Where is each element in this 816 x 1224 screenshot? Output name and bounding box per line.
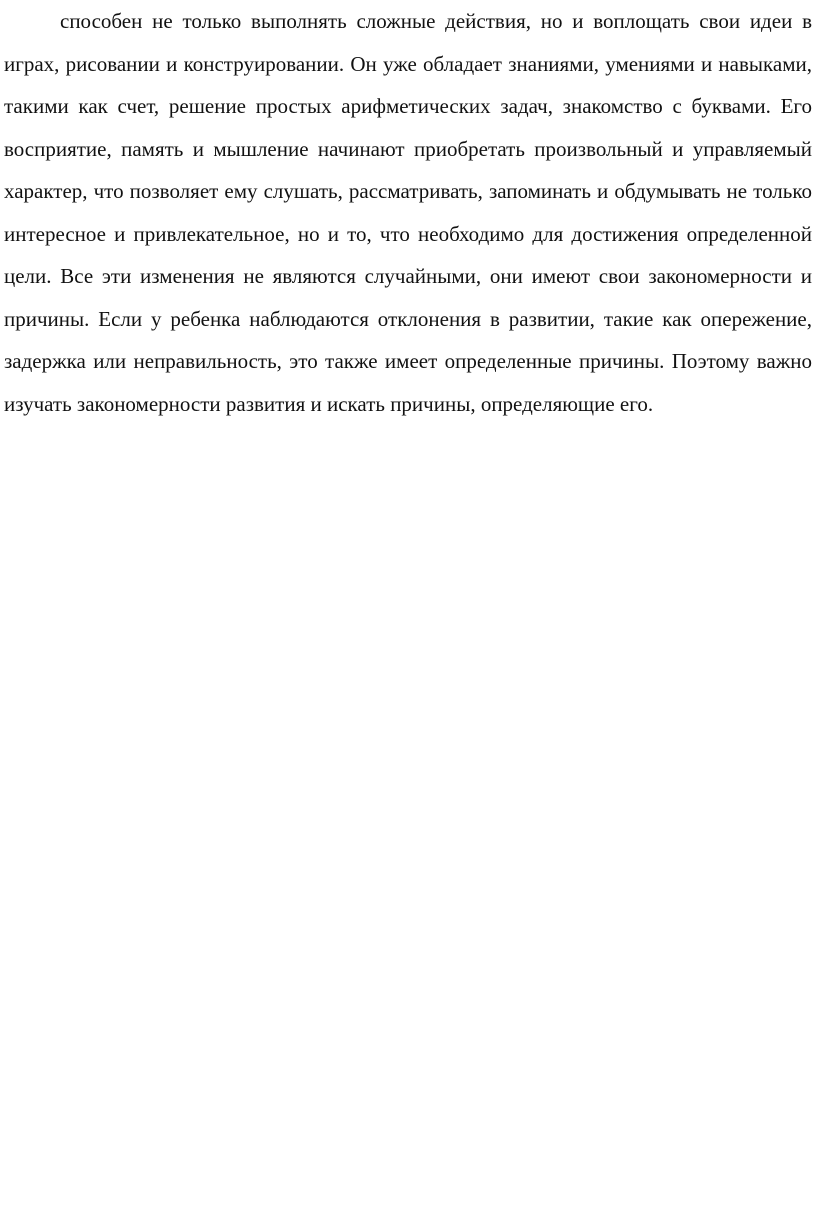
body-paragraph: способен не только выполнять сложные действия, но и воплощать свои идеи в играх, рисовании и конструировании. Он уже обладает знаниями, умениями и навыками, такими как счет, решение простых арифметических задач, знакомство с буквами. Его восприятие, память и мышление начинают приобретать произвольный и управляемый характер, что позволяет ему слушать, рассматривать, запоминать и обдумывать не только интересное и привлекательное, но и то, что необходимо для достижения определенной цели. Все эти изменения не являются случайными, они имеют свои закономерности и причины. Если у ребенка наблюдаются отклонения в развитии, такие как опережение, задержка или неправильность, это также имеет определенные причины. Поэтому важно изучать закономерности развития и искать причины, определяющие его. (4, 9, 812, 416)
